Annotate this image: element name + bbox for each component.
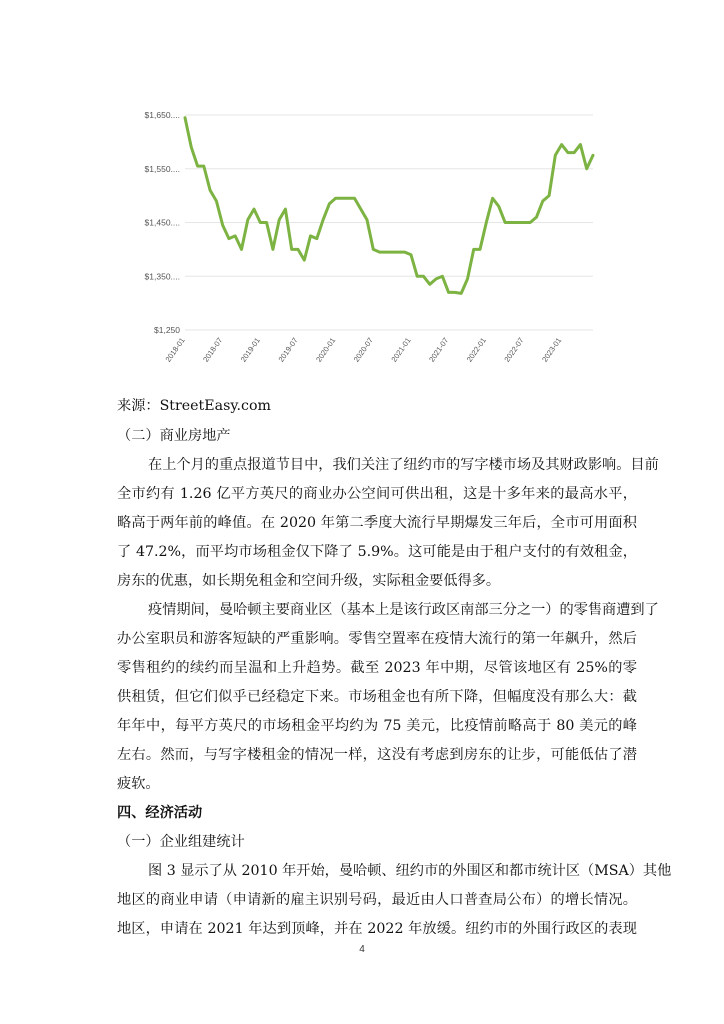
paragraph-line: 供租赁，但它们似乎已经稳定下来。市场租金也有所下降，但幅度没有那么大：截 bbox=[117, 689, 637, 705]
chart-svg bbox=[123, 95, 601, 372]
x-tick-label: 2023-01 bbox=[540, 335, 564, 364]
paragraph-line: 全市约有 1.26 亿平方英尺的商业办公空间可供出租，这是十多年来的最高水平， bbox=[117, 486, 637, 502]
paragraph-line: 了 47.2%，而平均市场租金仅下降了 5.9%。这可能是由于租户支付的有效租金， bbox=[117, 544, 637, 560]
paragraph-line: 略高于两年前的峰值。在 2020 年第二季度大流行早期爆发三年后，全市可用面积 bbox=[117, 515, 637, 531]
paragraph-line: 地区，申请在 2021 年达到顶峰，并在 2022 年放缓。纽约市的外围行政区的表现 bbox=[117, 921, 637, 937]
x-tick-label: 2021-01 bbox=[389, 335, 413, 364]
paragraph-line: 零售租约的续约而呈温和上升趋势。截至 2023 年中期，尽管该地区有 25%的零 bbox=[117, 660, 637, 676]
x-tick-label: 2022-07 bbox=[502, 335, 526, 364]
chart-source: 来源：StreetEasy.com bbox=[117, 398, 271, 414]
paragraph-line: 办公室职员和游客短缺的严重影响。零售空置率在疫情大流行的第一年飙升，然后 bbox=[117, 631, 637, 647]
section-heading-economic-activity: 四、经济活动 bbox=[117, 805, 203, 821]
x-tick-label: 2019-07 bbox=[276, 335, 300, 364]
paragraph-line: 图 3 显示了从 2010 年开始，曼哈顿、纽约市的外围区和都市统计区（MSA）其他 bbox=[148, 863, 672, 879]
x-tick-label: 2018-01 bbox=[163, 335, 187, 364]
paragraph-line: 左右。然而，与写字楼租金的情况一样，这没有考虑到房东的让步，可能低估了潜 bbox=[117, 747, 637, 763]
paragraph-line: 年年中，每平方英尺的市场租金平均约为 75 美元，比疫情前略高于 80 美元的峰 bbox=[117, 718, 637, 734]
x-tick-label: 2018-07 bbox=[201, 335, 225, 364]
x-tick-label: 2022-01 bbox=[464, 335, 488, 364]
y-tick-label: $1,550.... bbox=[144, 163, 180, 174]
paragraph-line: 疲软。 bbox=[117, 776, 160, 792]
section-heading-commercial-real-estate: （二）商业房地产 bbox=[117, 428, 231, 444]
x-tick-label: 2020-01 bbox=[314, 335, 338, 364]
x-tick-label: 2020-07 bbox=[351, 335, 375, 364]
y-tick-label: $1,350.... bbox=[144, 271, 180, 282]
rent-line-chart bbox=[123, 95, 601, 372]
page-number: 4 bbox=[359, 944, 365, 955]
y-tick-label: $1,650.... bbox=[144, 110, 180, 120]
subsection-heading-business-formation: （一）企业组建统计 bbox=[117, 834, 245, 850]
x-tick-label: 2019-01 bbox=[238, 335, 262, 364]
paragraph-line: 在上个月的重点报道节目中，我们关注了纽约市的写字楼市场及其财政影响。目前 bbox=[148, 457, 659, 473]
paragraph-line: 房东的优惠，如长期免租金和空间升级，实际租金要低得多。 bbox=[117, 573, 501, 589]
rent-series-line bbox=[185, 118, 593, 294]
y-tick-label: $1,250 bbox=[154, 325, 180, 335]
y-tick-label: $1,450.... bbox=[144, 217, 180, 228]
x-tick-label: 2021-07 bbox=[427, 335, 451, 364]
paragraph-line: 疫情期间，曼哈顿主要商业区（基本上是该行政区南部三分之一）的零售商遭到了 bbox=[148, 602, 659, 618]
paragraph-line: 地区的商业申请（申请新的雇主识别号码，最近由人口普查局公布）的增长情况。 bbox=[117, 892, 637, 908]
